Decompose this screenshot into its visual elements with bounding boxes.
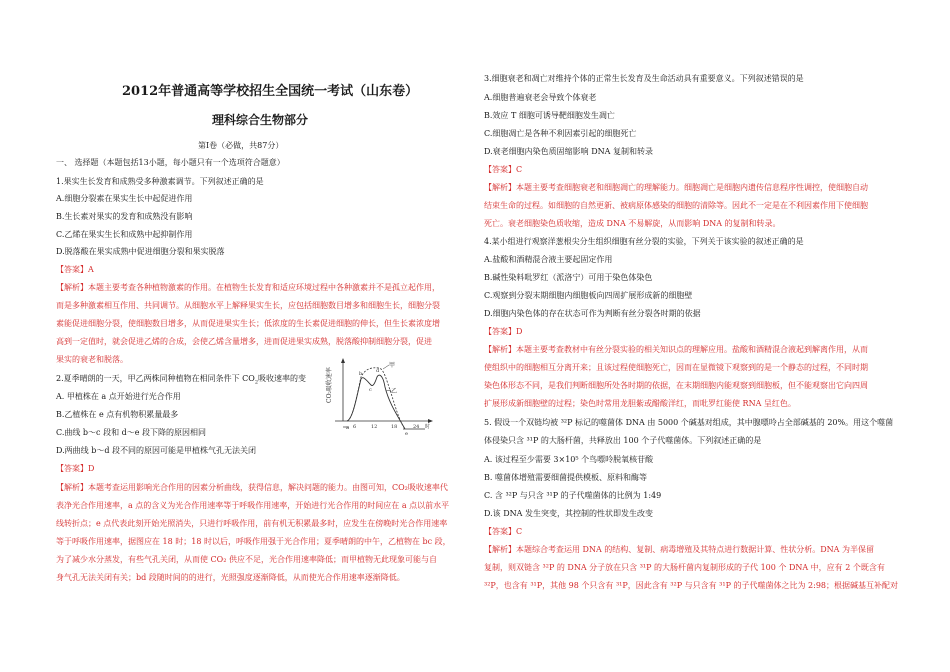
- q3-option-a: A.细胞普遍衰老会导致个体衰老: [484, 93, 597, 102]
- tick-24: 24: [413, 424, 420, 430]
- q4-analysis-line: 使组织中的细胞相互分离开来；且该过程使细胞死亡，因而在显微镜下观察到的是一个静态的过程，不同时期: [484, 363, 868, 372]
- q1-analysis-line: 【解析】本题主要考查各种植物激素的作用。在植物生长发育和适应环境过程中各种激素并不是孤立起作用，: [56, 283, 440, 292]
- x-axis-unit: 时: [425, 424, 431, 430]
- q5-stem-line: 5. 假设一个双链均被 ³²P 标记的噬菌体 DNA 由 5000 个碱基对组成，其中腺嘌呤占全部碱基的 20%。用这个噬菌: [484, 418, 894, 427]
- q1-stem: 1.果实生长发育和成熟受多种激素调节。下列叙述正确的是: [56, 177, 264, 186]
- part-heading: 第Ⅰ卷（必做，共87分）: [198, 141, 284, 150]
- label-jia: 甲: [389, 362, 396, 369]
- q1-analysis-line: 而是多种激素相互作用、共同调节。从细胞水平上解释果实生长，应包括细胞数目增多和细胞生长，细胞分裂: [56, 301, 440, 310]
- q4-answer: 【答案】D: [484, 327, 523, 336]
- q5-analysis-line: 【解析】本题综合考查运用 DNA 的结构、复制、病毒增殖及其特点进行数据计算、性状分析。DNA 为半保留: [484, 545, 875, 554]
- q4-option-c: C.观察到分裂末期细胞内细胞板向四周扩展形成新的细胞壁: [484, 291, 693, 300]
- q2-option-d: D.两曲线 b～d 段不同的原因可能是甲植株气孔无法关闭: [56, 446, 256, 455]
- curve-jia: [347, 368, 405, 429]
- q5-stem-line: 体侵染只含 ³¹P 的大肠杆菌，共释放出 100 个子代噬菌体。下列叙述正确的是: [484, 436, 762, 445]
- q4-analysis-line: 扩展形成新细胞壁的过程；染色时常用龙胆紫或醋酸洋红，而吡罗红能使 RNA 呈红色。: [484, 399, 796, 408]
- q2-analysis-line: 等于呼吸作用速率，据图应在 18 时；18 时以后，呼吸作用强于光合作用；夏季晴朗的中午，乙植物在 bc 段，: [56, 537, 451, 546]
- q2-option-b: B.乙植株在 e 点有机物积累量最多: [56, 410, 179, 419]
- q3-option-d: D.衰老细胞内染色质固缩影响 DNA 复制和转录: [484, 147, 653, 156]
- q2-analysis-line: 【解析】本题考查运用影响光合作用的因素分析曲线，获得信息，解决问题的能力。由图可知，CO₂吸收速率代: [56, 483, 448, 492]
- q5-answer: 【答案】C: [484, 527, 523, 536]
- section-heading: 一、 选择题（本题包括13小题，每小题只有一个选项符合题意）: [56, 158, 285, 167]
- q5-analysis-line: 复制，则双链含 ³²P 的 DNA 分子放在只含 ³¹P 的大肠杆菌内复制形成的子代 100 个 DNA 中，应有 2 个既含有: [484, 563, 885, 572]
- q4-analysis-line: 染色体形态不同，是我们判断细胞所处各时期的依据，在末期细胞内能观察到细胞板，但不能观察出它向四周: [484, 381, 868, 390]
- q2-option-c: C.曲线 b～c 段和 d～e 段下降的原因相同: [56, 428, 207, 437]
- q2-analysis-line: 表净光合作用速率，a 点的含义为光合作用速率等于呼吸作用速率，开始进行光合作用的时间应在 a 点以前水平: [56, 501, 450, 510]
- q2-answer: 【答案】D: [56, 464, 95, 473]
- q2-analysis-line: 身气孔无法关闭有关；bd 段随时间的的进行，光照强度逐渐降低，从而使光合作用速率逐渐降低。: [56, 573, 405, 582]
- y-axis-label: CO₂吸收速率: [326, 367, 333, 403]
- q4-analysis-line: 【解析】本题主要考查教材中有丝分裂实验的相关知识点的理解应用。盐酸和酒精混合液起到解离作用，从而: [484, 345, 868, 354]
- q2-option-a: A. 甲植株在 a 点开始进行光合作用: [56, 392, 181, 401]
- q1-option-c: C.乙烯在果实生长和成熟中起抑制作用: [56, 230, 193, 239]
- q4-stem: 4.某小组进行观察洋葱根尖分生组织细胞有丝分裂的实验，下列关于该实验的叙述正确的是: [484, 237, 804, 246]
- label-c: c: [369, 387, 372, 393]
- q5-option-d: D.该 DNA 发生突变，其控制的性状即发生改变: [484, 509, 653, 518]
- q3-answer: 【答案】C: [484, 165, 523, 174]
- q1-answer: 【答案】A: [56, 265, 94, 274]
- label-b: b: [359, 371, 363, 377]
- q2-analysis-line: 线转折点；e 点代表此刻开始光照消失，只进行呼吸作用，前有机无积累最多时，应发生在傍晚时光合作用速率: [56, 519, 448, 528]
- q2-stem-pre: 2.夏季晴朗的一天，甲乙两株同种植物在相同条件下 CO: [56, 374, 255, 383]
- q1-option-d: D.脱落酸在果实成熟中促进细胞分裂和果实脱落: [56, 247, 225, 256]
- y-axis-arrow: [341, 358, 345, 363]
- exam-title: 2012年普通高等学校招生全国统一考试（山东卷）: [122, 84, 419, 99]
- q1-analysis-line: 高到一定值时，就会促进乙烯的合成，会使乙烯含量增多，进而促进果实成熟，脱落酸抑制细胞分裂，促进: [56, 337, 432, 346]
- q5-analysis-line: ³²P，也含有 ³¹P，其他 98 个只含有 ³¹P，因此含有 ³²P 与只含有 ³¹P 的子代噬菌体之比为 2:98；根据碱基互补配对: [484, 581, 899, 590]
- q1-analysis-line: 素能促进细胞分裂，使细胞数目增多，从而促进果实生长；低浓度的生长素促进细胞的伸长，但生长素浓度增: [56, 319, 440, 328]
- label-yi: 乙: [391, 388, 398, 395]
- exam-subtitle: 理科综合生物部分: [212, 113, 309, 127]
- q3-analysis-line: 结束生命的过程。如细胞的自然更新、被病原体感染的细胞的清除等。因此不一定是在不利因素作用下使细胞: [484, 201, 868, 210]
- q2-analysis-line: 为了减少水分蒸发，有些气孔关闭，从而使 CO₂ 供应不足，光合作用速率降低；而甲植物无此现象可能与自: [56, 555, 437, 564]
- q1-option-b: B.生长素对果实的发育和成熟没有影响: [56, 212, 193, 221]
- label-a: a: [346, 425, 349, 431]
- q2-stem-post: 吸收速率的变: [258, 374, 307, 383]
- q3-analysis-line: 【解析】本题主要考查细胞衰老和细胞凋亡的理解能力。细胞凋亡是细胞内遗传信息程序性调控，使细胞自动: [484, 183, 868, 192]
- q3-option-b: B.效应 T 细胞可诱导靶细胞发生凋亡: [484, 111, 615, 120]
- tick-6: 6: [353, 424, 357, 430]
- label-e: e: [405, 431, 408, 437]
- q5-option-c: C. 含 ³²P 与只含 ³¹P 的子代噬菌体的比例为 1:49: [484, 491, 662, 500]
- q2-stem-sub: 2: [254, 379, 259, 386]
- q1-analysis-line: 果实的衰老和脱落。: [56, 355, 128, 364]
- co2-absorption-graph: [313, 355, 443, 450]
- q2-stem: [56, 373, 306, 389]
- q1-option-a: A.细胞分裂素在果实生长中起促进作用: [56, 194, 193, 203]
- label-d: d: [376, 368, 380, 374]
- x-axis-arrow: [428, 419, 433, 423]
- q5-option-a: A. 该过程至少需要 3×10⁵ 个鸟嘌呤脱氧核苷酸: [484, 455, 654, 464]
- tick-18: 18: [391, 424, 398, 430]
- q4-option-b: B.碱性染料吡罗红（派洛宁）可用于染色体染色: [484, 273, 653, 282]
- q5-option-b: B. 噬菌体增殖需要细菌提供模板、原料和酶等: [484, 473, 647, 482]
- q4-option-d: D.细胞内染色体的存在状态可作为判断有丝分裂各时期的依据: [484, 309, 701, 318]
- q4-option-a: A.盐酸和酒精混合液主要起固定作用: [484, 255, 613, 264]
- q3-option-c: C.细胞凋亡是各种不利因素引起的细胞死亡: [484, 129, 637, 138]
- q3-analysis-line: 死亡。衰老细胞染色质收缩，造成 DNA 不易解旋，从而影响 DNA 的复制和转录。: [484, 219, 781, 228]
- q3-stem: 3.细胞衰老和凋亡对维持个体的正常生长发育及生命活动具有重要意义。下列叙述错误的是: [484, 74, 804, 83]
- tick-12: 12: [371, 424, 378, 430]
